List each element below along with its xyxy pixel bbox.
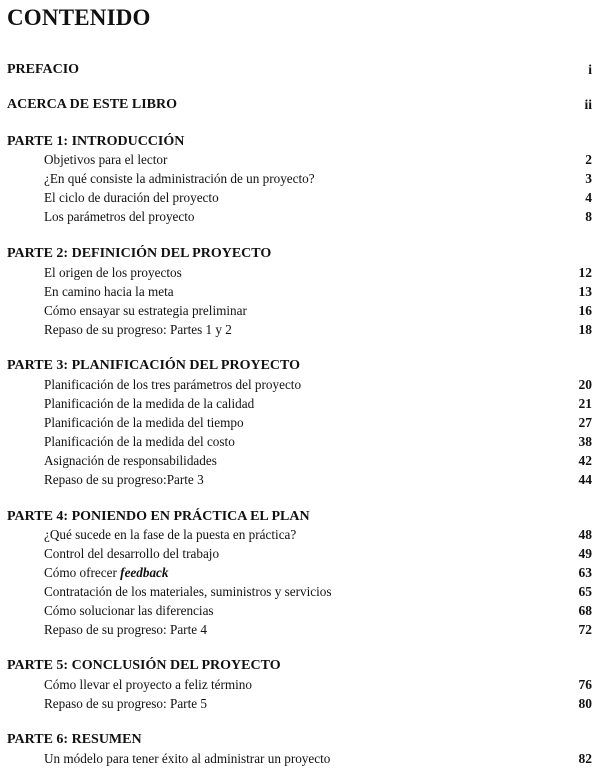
toc-entry-label: Cómo llevar el proyecto a feliz término xyxy=(44,677,252,692)
toc-entry xyxy=(0,545,600,563)
toc-page-number: 72 xyxy=(578,622,592,637)
toc-part-4-heading xyxy=(0,508,600,526)
toc-entry xyxy=(0,283,600,301)
toc-front-prefacio xyxy=(0,61,600,79)
toc-page-number: 63 xyxy=(578,565,592,580)
toc-entry-label: Asignación de responsabilidades xyxy=(44,453,217,468)
toc-part-1-heading xyxy=(0,133,600,151)
toc-page-number: 49 xyxy=(578,546,592,561)
toc-heading-label: ACERCA DE ESTE LIBRO xyxy=(7,97,177,112)
toc-entry xyxy=(0,208,600,226)
toc-page-number: 27 xyxy=(578,415,592,430)
toc-entry xyxy=(0,321,600,339)
toc-entry xyxy=(0,750,600,768)
toc-heading-label: PARTE 3: PLANIFICACIÓN DEL PROYECTO xyxy=(7,358,301,373)
toc-page-number: 80 xyxy=(578,696,592,711)
toc-entry-label-emphasis: feedback xyxy=(120,565,169,580)
toc-entry xyxy=(0,395,600,413)
toc-entry-label: Los parámetros del proyecto xyxy=(44,209,195,224)
toc-page-number: 13 xyxy=(578,284,592,299)
toc-page-number: 3 xyxy=(585,171,592,186)
toc-page-number: 65 xyxy=(578,584,592,599)
toc-entry xyxy=(0,433,600,451)
toc-page-number: 8 xyxy=(585,209,592,224)
toc-entry-label: El ciclo de duración del proyecto xyxy=(44,190,219,205)
toc-entry xyxy=(0,264,600,282)
toc-entry-label: Planificación de la medida de la calidad xyxy=(44,396,255,411)
toc-heading-label: PARTE 2: DEFINICIÓN DEL PROYECTO xyxy=(7,246,272,261)
toc-entry-label xyxy=(44,564,169,582)
toc-entry xyxy=(0,151,600,169)
toc-front-acerca xyxy=(0,96,600,114)
toc-entry-label: En camino hacia la meta xyxy=(44,284,174,299)
toc-entry-label: Repaso de su progreso:Parte 3 xyxy=(44,472,204,487)
toc-page-number: 12 xyxy=(578,265,592,280)
toc-entry-label: Repaso de su progreso: Parte 4 xyxy=(44,622,207,637)
toc-entry xyxy=(0,471,600,489)
toc-entry-label: Planificación de la medida del tiempo xyxy=(44,415,244,430)
toc-heading-label: PARTE 1: INTRODUCCIÓN xyxy=(7,134,185,149)
toc-entry-label: ¿Qué sucede en la fase de la puesta en práctica? xyxy=(44,527,297,542)
toc-entry-label: Un módelo para tener éxito al administrar un proyecto xyxy=(44,751,331,766)
toc-page-number: 48 xyxy=(578,527,592,542)
toc-entry xyxy=(0,526,600,544)
toc-page-number: i xyxy=(588,62,592,77)
toc-entry-label: Cómo solucionar las diferencias xyxy=(44,603,214,618)
toc-title: CONTENIDO xyxy=(7,5,151,30)
toc-page-number: 4 xyxy=(585,190,592,205)
toc-part-3-heading xyxy=(0,357,600,375)
toc-entry-label: Repaso de su progreso: Partes 1 y 2 xyxy=(44,322,232,337)
toc-entry xyxy=(0,189,600,207)
toc-entry-label: Repaso de su progreso: Parte 5 xyxy=(44,696,207,711)
toc-part-5-heading xyxy=(0,657,600,675)
toc-page-number: 21 xyxy=(578,396,592,411)
toc-entry-label: El origen de los proyectos xyxy=(44,265,182,280)
toc-entry-label: Cómo ensayar su estrategia preliminar xyxy=(44,303,247,318)
toc-page-number: 82 xyxy=(578,751,592,766)
toc-entry-label: Planificación de la medida del costo xyxy=(44,434,235,449)
toc-entry xyxy=(0,602,600,620)
toc-entry xyxy=(0,676,600,694)
toc-entry xyxy=(0,376,600,394)
toc-part-2-heading xyxy=(0,245,600,263)
toc-entry-label: Control del desarrollo del trabajo xyxy=(44,546,220,561)
toc-page-number: 18 xyxy=(578,322,592,337)
toc-entry xyxy=(0,621,600,639)
toc-entry-label: Objetivos para el lector xyxy=(44,152,168,167)
toc-heading-label: PARTE 5: CONCLUSIÓN DEL PROYECTO xyxy=(7,658,281,673)
toc-entry-label-prefix: Cómo ofrecer xyxy=(44,565,121,580)
toc-entry-label: Planificación de los tres parámetros del proyecto xyxy=(44,377,302,392)
toc-heading-label: PREFACIO xyxy=(7,62,80,77)
toc-page-number: ii xyxy=(584,97,592,112)
toc-page-number: 76 xyxy=(578,677,592,692)
toc-entry-label: ¿En qué consiste la administración de un proyecto? xyxy=(44,171,315,186)
toc-entry xyxy=(0,583,600,601)
toc-page-number: 2 xyxy=(585,152,592,167)
toc-entry xyxy=(0,170,600,188)
toc-heading-label: PARTE 6: RESUMEN xyxy=(7,732,142,747)
toc-entry xyxy=(0,564,600,582)
toc-page-number: 44 xyxy=(578,472,592,487)
toc-part-6-heading xyxy=(0,731,600,749)
toc-entry xyxy=(0,302,600,320)
toc-entry xyxy=(0,452,600,470)
toc-entry xyxy=(0,695,600,713)
toc-page-number: 20 xyxy=(578,377,592,392)
toc-page-number: 68 xyxy=(578,603,592,618)
toc-heading-label: PARTE 4: PONIENDO EN PRÁCTICA EL PLAN xyxy=(7,509,310,524)
toc-entry xyxy=(0,414,600,432)
toc-entry-label: Contratación de los materiales, suministros y servicios xyxy=(44,584,332,599)
toc-page-number: 38 xyxy=(578,434,592,449)
toc-page-number: 16 xyxy=(578,303,592,318)
toc-page-number: 42 xyxy=(578,453,592,468)
